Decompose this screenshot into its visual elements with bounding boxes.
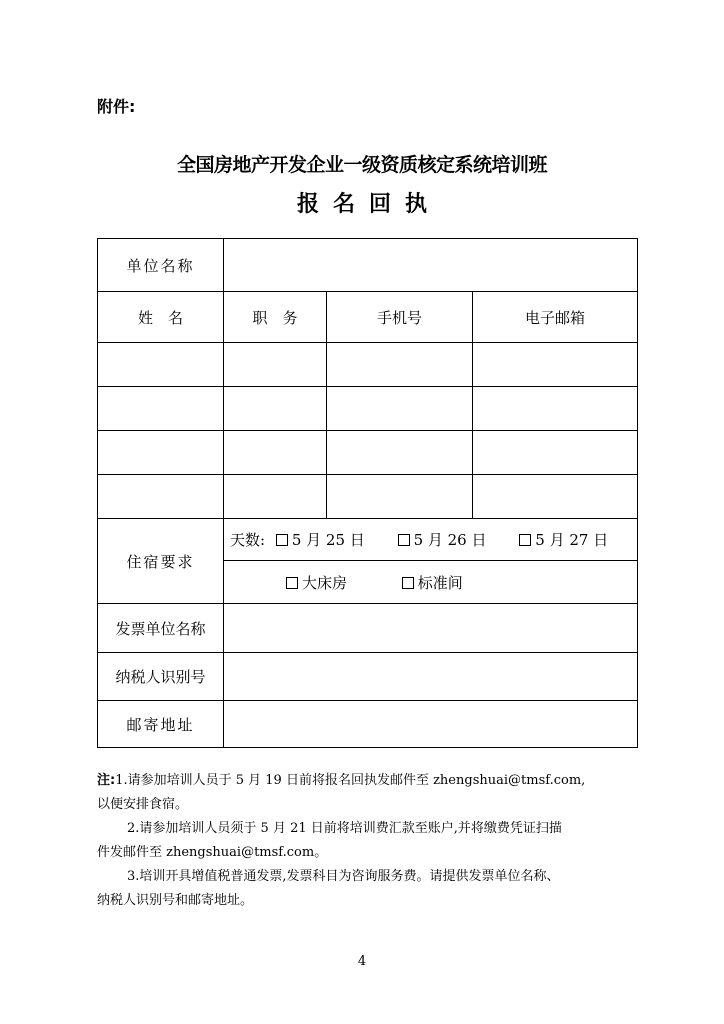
- checkbox-icon[interactable]: [402, 577, 414, 589]
- taxpayer-id-row: [98, 653, 638, 701]
- taxpayer-id-label: 纳税人识别号: [98, 653, 224, 701]
- invoice-unit-row: [98, 604, 638, 653]
- col-email-header: 电子邮箱: [473, 292, 638, 343]
- note-item-3: 3.培训开具增值税普通发票,发票科目为咨询服务费。请提供发票单位名称、: [127, 869, 560, 884]
- note-item-1: 注:1.请参加培训人员于 5 月 19 日前将报名回执发邮件至 zhengshuai@tmsf.com,: [97, 773, 586, 788]
- attendee-row: [98, 387, 638, 431]
- email-field[interactable]: [473, 387, 638, 431]
- page-number: 4: [357, 954, 367, 969]
- room-option-king[interactable]: 大床房: [280, 574, 347, 592]
- note-item-2-cont: 件发邮件至 zhengshuai@tmsf.com。: [97, 845, 328, 860]
- unit-name-field[interactable]: [224, 239, 638, 292]
- phone-field[interactable]: [327, 387, 473, 431]
- phone-field[interactable]: [327, 431, 473, 475]
- position-field[interactable]: [224, 475, 327, 519]
- accommodation-label: 住宿要求: [98, 519, 224, 604]
- accommodation-days-row: [98, 519, 638, 561]
- checkbox-icon[interactable]: [398, 534, 410, 546]
- col-name-header: 姓 名: [98, 292, 224, 343]
- checkbox-icon[interactable]: [519, 534, 531, 546]
- email-field[interactable]: [473, 343, 638, 387]
- col-position-header: 职 务: [224, 292, 327, 343]
- page-subtitle: 报名回执: [296, 191, 441, 217]
- day-option-25[interactable]: 5 月 25 日: [270, 531, 365, 549]
- header-row: [98, 292, 638, 343]
- position-field[interactable]: [224, 387, 327, 431]
- room-options: [224, 561, 638, 604]
- room-option-standard[interactable]: 标准间: [396, 574, 463, 592]
- notes-section: [97, 769, 642, 913]
- attendee-row: [98, 431, 638, 475]
- email-field[interactable]: [473, 431, 638, 475]
- invoice-unit-label: 发票单位名称: [98, 604, 224, 653]
- mailing-address-row: [98, 701, 638, 748]
- attachment-label: 附件:: [97, 97, 136, 116]
- phone-field[interactable]: [327, 343, 473, 387]
- days-options: [224, 519, 638, 561]
- col-phone-header: 手机号: [327, 292, 473, 343]
- email-field[interactable]: [473, 475, 638, 519]
- checkbox-icon[interactable]: [286, 577, 298, 589]
- note-item-2: 2.请参加培训人员须于 5 月 21 日前将培训费汇款至账户,并将缴费凭证扫描: [127, 821, 562, 836]
- checkbox-icon[interactable]: [276, 534, 288, 546]
- note-item-1-cont: 以便安排食宿。: [97, 797, 189, 812]
- mailing-address-field[interactable]: [224, 701, 638, 748]
- attendee-row: [98, 475, 638, 519]
- position-field[interactable]: [224, 431, 327, 475]
- page-title: 全国房地产开发企业一级资质核定系统培训班: [176, 154, 547, 176]
- attendee-row: [98, 343, 638, 387]
- name-field[interactable]: [98, 343, 224, 387]
- day-option-26[interactable]: 5 月 26 日: [392, 531, 487, 549]
- days-label: 天数:: [230, 531, 266, 549]
- name-field[interactable]: [98, 475, 224, 519]
- phone-field[interactable]: [327, 475, 473, 519]
- unit-name-row: [98, 239, 638, 292]
- unit-name-label: 单位名称: [98, 239, 224, 292]
- position-field[interactable]: [224, 343, 327, 387]
- mailing-address-label: 邮寄地址: [98, 701, 224, 748]
- invoice-unit-field[interactable]: [224, 604, 638, 653]
- name-field[interactable]: [98, 431, 224, 475]
- taxpayer-id-field[interactable]: [224, 653, 638, 701]
- notes-prefix: 注:: [97, 773, 116, 788]
- registration-form-table: [97, 238, 638, 748]
- day-option-27[interactable]: 5 月 27 日: [513, 531, 608, 549]
- name-field[interactable]: [98, 387, 224, 431]
- note-item-3-cont: 纳税人识别号和邮寄地址。: [97, 893, 254, 908]
